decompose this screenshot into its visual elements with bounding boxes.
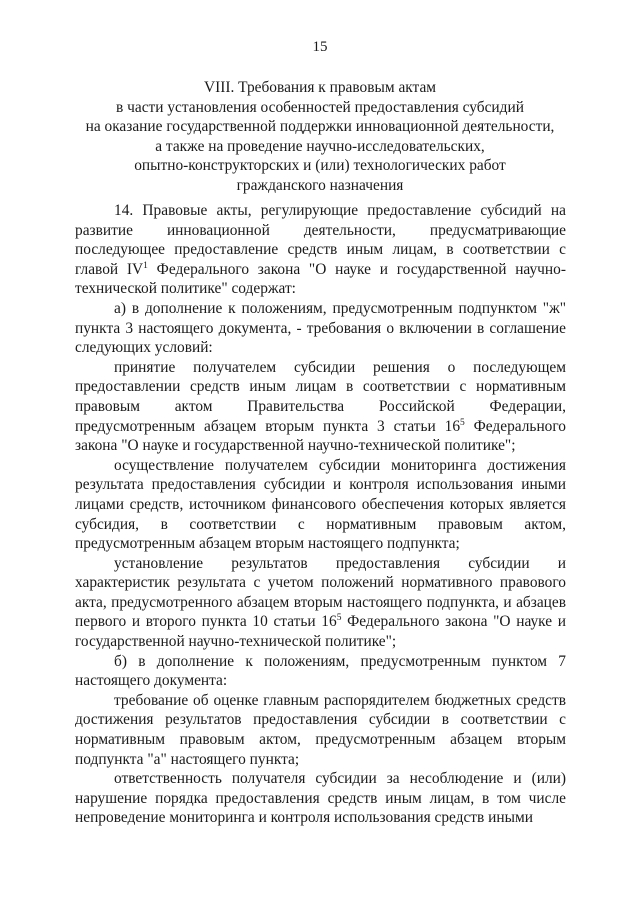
subparagraph-a: а) в дополнение к положениям, предусмотренным подпунктом "ж" пункта 3 настоящего документа, - требования о включении в соглашение следующих условий: <box>75 299 566 357</box>
condition-monitoring: осуществление получателем субсидии мониторинга достижения результата предоставления субсидии и контроля использования иными лицами средств, источником финансового обеспечения которых является субсидия, в соответствии с нормативным правовым актом, предусмотренным абзацем вторым настоящего подпункта; <box>75 456 566 553</box>
superscript: 5 <box>336 613 342 624</box>
heading-line: в части установления особенностей предоставления субсидий <box>116 98 524 116</box>
document-body <box>75 201 566 828</box>
heading-line: опытно-конструкторских и (или) технологических работ <box>134 157 506 174</box>
paragraph-14: 14. Правовые акты, регулирующие предоставление субсидий на развитие инновационной деятельности, предусматривающие последующее предоставление средств иным лицам, в соответствии с главой $IV^1$ Федерального закона "О науке и государственной научно-технической политике" содержат: <box>75 202 566 298</box>
superscript: 1 <box>143 260 148 271</box>
heading-line: гражданского назначения <box>236 176 404 194</box>
heading-line: на оказание государственной поддержки инновационной деятельности, <box>85 118 555 135</box>
superscript: 5 <box>460 417 465 428</box>
heading-line: а также на проведение научно-исследовательских, <box>155 137 485 155</box>
page-number: 15 <box>312 39 328 55</box>
requirement-responsibility: ответственность получателя субсидии за несоблюдение и (или) нарушение порядка предоставления средств иным лицам, в том числе непроведение мониторинга и контроля использования средств иными <box>75 770 566 827</box>
heading-line: VIII. Требования к правовым актам <box>203 79 437 96</box>
subparagraph-b: б) в дополнение к положениям, предусмотренным пунктом 7 настоящего документа: <box>75 652 566 690</box>
requirement-evaluation: требование об оценке главным распорядителем бюджетных средств достижения результатов предоставления субсидии в соответствии с нормативным правовым актом, предусмотренным абзацем вторым подпункта "а" настоящего пункта; <box>75 691 566 768</box>
condition-decision: принятие получателем субсидии решения о последующем предоставлении средств иным лицам в соответствии с нормативным правовым актом Правительства Российской Федерации, предусмотренным абзацем вторым пункта 3 статьи $16^5$ Федерального закона "О науке и государственной научно-технической политике"; <box>75 358 566 455</box>
section-heading <box>60 78 580 195</box>
condition-results: установление результатов предоставления субсидии и характеристик результата с учетом положений нормативного правового акта, предусмотренного абзацем вторым настоящего подпункта, и абзацев первого и второго пункта 10 статьи $16^5$ Федерального закона "О науке и государственной научно-технической политике"; <box>75 554 567 651</box>
